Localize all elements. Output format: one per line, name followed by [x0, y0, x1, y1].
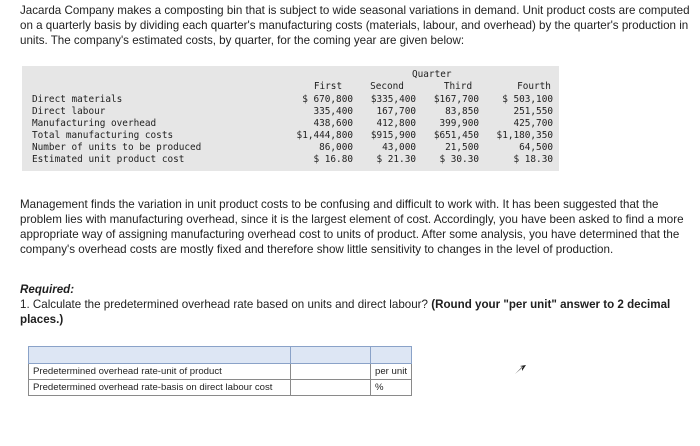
table-cell: $ 670,800 [302, 94, 353, 105]
table-cell: 412,800 [376, 118, 416, 129]
table-cell: $ 503,100 [502, 94, 553, 105]
table-cell: 167,700 [376, 106, 416, 117]
table-cell: $1,180,350 [496, 130, 553, 141]
quarter-header-first: First [313, 81, 343, 92]
question-1-rounding-note: (Round your "per unit" answer to 2 decimal places.) [20, 298, 671, 326]
table-row [29, 364, 412, 380]
overhead-rate-per-unit-input[interactable] [291, 364, 370, 379]
row-label-direct-labour: Direct labour [32, 106, 106, 117]
answer-row-unit-percent: % [371, 380, 412, 396]
table-cell: 43,000 [382, 142, 416, 153]
table-cell: 438,600 [313, 118, 353, 129]
table-cell: 83,850 [445, 106, 479, 117]
problem-intro: Jacarda Company makes a composting bin that is subject to wide seasonal variations in demand. Unit product costs are computed on a quarterly basis by dividing each quarter's manufacturing costs (materials, labour, and overhead) by the quarter's production in units. The company's estimated costs, by quarter, for the coming year are given below: [20, 4, 690, 47]
row-label-total-manufacturing-costs: Total manufacturing costs [32, 130, 174, 141]
cost-schedule-table [22, 66, 559, 171]
table-cell: 64,500 [519, 142, 553, 153]
row-label-direct-materials: Direct materials [32, 94, 123, 105]
answer-table-header [29, 347, 412, 364]
table-cell: 425,700 [513, 118, 553, 129]
row-label-unit-product-cost: Estimated unit product cost [32, 154, 185, 165]
quarter-header-fourth: Fourth [517, 81, 551, 92]
answer-row-unit-per-unit: per unit [371, 364, 412, 380]
answer-table [28, 346, 412, 396]
table-cell: $651,450 [433, 130, 479, 141]
table-cell: 399,900 [439, 118, 479, 129]
overhead-rate-direct-labour-input[interactable] [291, 380, 370, 395]
table-cell: $167,700 [433, 94, 479, 105]
question-1 [20, 297, 680, 327]
management-paragraph: Management finds the variation in unit product costs to be confusing and difficult to work with. It has been suggested that the problem lies with manufacturing overhead, since it is the largest element of cost. Accordingly, you have been asked to find a more appropriate way of assigning manufacturing overhead cost to units of product. After some analysis, you have determined that the company's overhead costs are mostly fixed and therefore show little sensitivity to changes in the level of production. [20, 198, 684, 256]
quarter-header-third: Third [443, 81, 473, 92]
table-cell: 21,500 [445, 142, 479, 153]
question-1-text: 1. Calculate the predetermined overhead rate based on units and direct labour? [20, 298, 428, 311]
table-cell: 251,550 [513, 106, 553, 117]
table-cell: $335,400 [370, 94, 416, 105]
row-label-manufacturing-overhead: Manufacturing overhead [32, 118, 157, 129]
mouse-pointer-icon [513, 364, 527, 376]
table-cell: 335,400 [313, 106, 353, 117]
row-label-units-produced: Number of units to be produced [32, 142, 202, 153]
table-cell: $ 18.30 [513, 154, 553, 165]
table-cell: $915,900 [370, 130, 416, 141]
table-cell: 86,000 [319, 142, 353, 153]
table-cell: $1,444,800 [296, 130, 353, 141]
table-cell: $ 30.30 [439, 154, 479, 165]
quarter-group-header: Quarter [412, 69, 452, 80]
required-heading: Required: [20, 283, 75, 296]
answer-row-label-per-unit: Predetermined overhead rate-unit of product [29, 364, 291, 380]
table-row [29, 380, 412, 396]
quarter-header-second: Second [370, 81, 404, 92]
table-cell: $ 21.30 [376, 154, 416, 165]
table-cell: $ 16.80 [313, 154, 353, 165]
answer-row-label-direct-labour: Predetermined overhead rate-basis on direct labour cost [29, 380, 291, 396]
